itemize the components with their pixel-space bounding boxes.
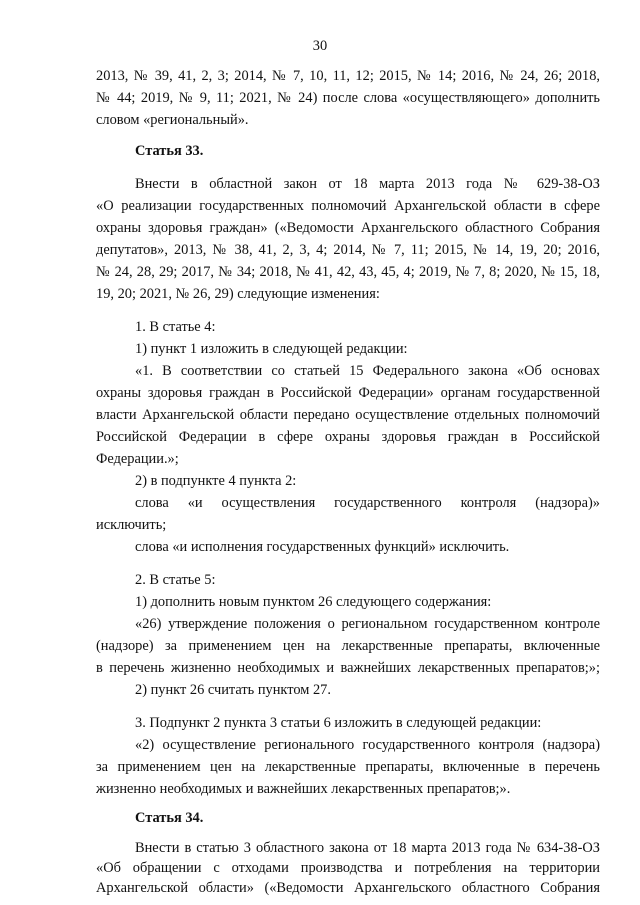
text-line: 1. В статье 4: (135, 319, 216, 335)
text-line: «1. В соответствии со статьей 15 Федерального закона «Об основах (135, 363, 600, 379)
article-heading: Статья 33. (135, 143, 204, 159)
text-line: 2) пункт 26 считать пунктом 27. (135, 682, 331, 698)
text-line: 1) дополнить новым пунктом 26 следующего содержания: (135, 594, 492, 610)
text-line: охраны здоровья граждан» («Ведомости Архангельского областного Собрания (96, 220, 600, 236)
text-line: Внести в статью 3 областного закона от 18 марта 2013 года № 634-38-ОЗ (135, 840, 600, 856)
text-line: 3. Подпункт 2 пункта 3 статьи 6 изложить в следующей редакции: (135, 715, 542, 731)
text-line: Внести в областной закон от 18 марта 2013 года № 629-38-ОЗ (135, 176, 600, 192)
page-number: 30 (312, 38, 328, 54)
text-line: за применением цен на лекарственные препараты, включенные в перечень (96, 759, 600, 775)
text-line: охраны здоровья граждан в Российской Федерации» органам государственной (96, 385, 600, 401)
text-line: «Об обращении с отходами производства и потребления на территории (96, 860, 600, 876)
text-line: в перечень жизненно необходимых и важнейших лекарственных препаратов;»; (96, 660, 600, 676)
text-line: «О реализации государственных полномочий Архангельской области в сфере (96, 198, 600, 214)
text-line: Федерации.»; (96, 451, 179, 467)
text-line: № 44; 2019, № 9, 11; 2021, № 24) после слова «осуществляющего» дополнить (96, 90, 600, 106)
text-line: слова «и исполнения государственных функций» исключить. (135, 539, 510, 555)
text-line: 2013, № 39, 41, 2, 3; 2014, № 7, 10, 11, 12; 2015, № 14; 2016, № 24, 26; 2018, (96, 68, 600, 84)
text-line: № 24, 28, 29; 2017, № 34; 2018, № 41, 42, 43, 45, 4; 2019, № 7, 8; 2020, № 15, 18, (96, 264, 600, 280)
text-line: власти Архангельской области передано осуществление отдельных полномочий (96, 407, 600, 423)
text-line: 2. В статье 5: (135, 572, 216, 588)
text-line: 19, 20; 2021, № 26, 29) следующие изменения: (96, 286, 380, 302)
text-line: 2) в подпункте 4 пункта 2: (135, 473, 297, 489)
text-line: словом «региональный». (96, 112, 249, 128)
article-heading: Статья 34. (135, 810, 204, 826)
text-line: (надзоре) за применением цен на лекарственные препараты, включенные (96, 638, 600, 654)
text-line: Российской Федерации в сфере охраны здоровья граждан в Российской (96, 429, 600, 445)
text-line: «2) осуществление регионального государственного контроля (надзора) (135, 737, 600, 753)
text-line: депутатов», 2013, № 38, 41, 2, 3, 4; 2014, № 7, 11; 2015, № 14, 19, 20; 2016, (96, 242, 600, 258)
text-line: «26) утверждение положения о региональном государственном контроле (135, 616, 600, 632)
text-line: слова «и осуществления государственного контроля (надзора)» (135, 495, 600, 511)
text-line: Архангельской области» («Ведомости Архангельского областного Собрания (96, 880, 600, 896)
text-line: 1) пункт 1 изложить в следующей редакции: (135, 341, 408, 357)
text-line: исключить; (96, 517, 167, 533)
text-line: жизненно необходимых и важнейших лекарственных препаратов;». (96, 781, 511, 797)
